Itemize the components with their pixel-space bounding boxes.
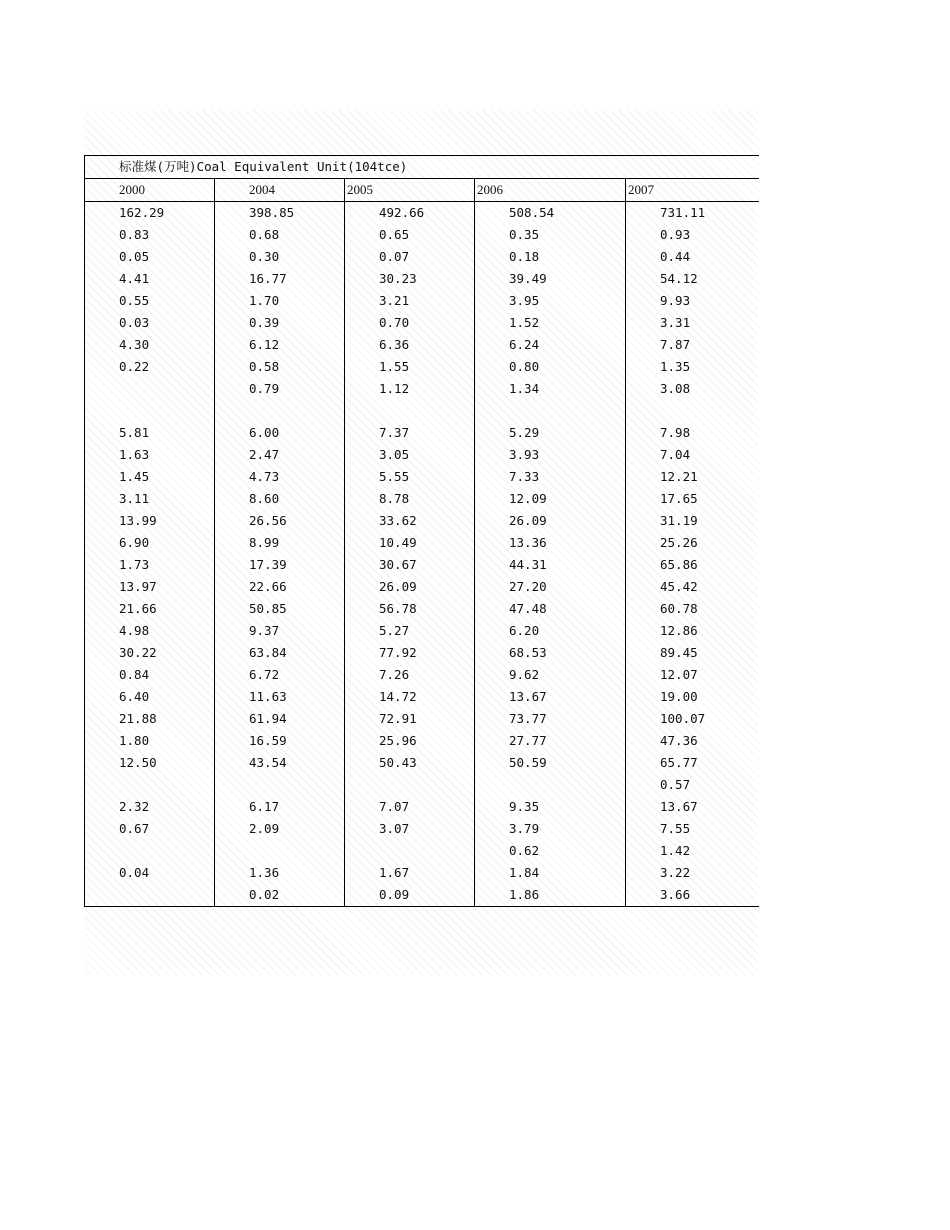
table-cell: 26.09 [345,576,475,598]
table-cell: 26.09 [475,510,626,532]
table-cell: 3.95 [475,290,626,312]
table-cell: 0.09 [345,884,475,907]
table-cell: 7.04 [626,444,759,466]
table-cell: 6.36 [345,334,475,356]
table-cell: 26.56 [215,510,345,532]
table-cell: 0.22 [85,356,215,378]
table-cell: 12.09 [475,488,626,510]
table-cell: 0.57 [626,774,759,796]
table-cell: 7.07 [345,796,475,818]
table-cell: 0.70 [345,312,475,334]
table-row [85,730,759,752]
table-cell: 0.93 [626,224,759,246]
table-cell: 25.26 [626,532,759,554]
table-row [85,334,759,356]
column-header: 2007 [626,179,759,202]
column-header: 2000 [85,179,215,202]
table-cell: 30.23 [345,268,475,290]
table-cell: 3.31 [626,312,759,334]
table-cell: 6.72 [215,664,345,686]
table-cell: 0.30 [215,246,345,268]
table-cell: 100.07 [626,708,759,730]
table-cell: 0.84 [85,664,215,686]
table-cell [215,840,345,862]
table-row [85,642,759,664]
table-cell [475,400,626,422]
table-cell: 63.84 [215,642,345,664]
table-row [85,598,759,620]
column-header: 2004 [215,179,345,202]
table-cell: 43.54 [215,752,345,774]
table-cell: 3.08 [626,378,759,400]
table-cell: 1.73 [85,554,215,576]
table-cell [85,378,215,400]
table-cell: 12.50 [85,752,215,774]
table-cell: 0.80 [475,356,626,378]
table-row [85,686,759,708]
table-cell [345,840,475,862]
table-cell: 1.12 [345,378,475,400]
table-cell: 1.84 [475,862,626,884]
table-cell: 89.45 [626,642,759,664]
table-cell: 0.18 [475,246,626,268]
table-cell: 6.12 [215,334,345,356]
table-cell: 4.30 [85,334,215,356]
table-cell: 12.07 [626,664,759,686]
table-cell: 13.67 [626,796,759,818]
table-cell: 2.09 [215,818,345,840]
table-cell: 27.77 [475,730,626,752]
table-cell: 47.36 [626,730,759,752]
table-cell: 0.04 [85,862,215,884]
table-cell: 7.33 [475,466,626,488]
table-cell: 12.21 [626,466,759,488]
table-cell: 1.80 [85,730,215,752]
table-cell: 1.45 [85,466,215,488]
table-cell: 0.79 [215,378,345,400]
table-cell: 1.67 [345,862,475,884]
table-cell: 21.66 [85,598,215,620]
table-cell: 50.85 [215,598,345,620]
table-cell: 162.29 [85,202,215,225]
table-cell: 4.98 [85,620,215,642]
table-cell: 0.83 [85,224,215,246]
table-cell: 731.11 [626,202,759,225]
table-cell: 1.86 [475,884,626,907]
table-row [85,246,759,268]
table-cell: 50.59 [475,752,626,774]
table-cell: 1.52 [475,312,626,334]
table-cell: 0.67 [85,818,215,840]
table-cell: 16.77 [215,268,345,290]
table-cell: 1.70 [215,290,345,312]
table-row [85,488,759,510]
table-cell: 0.07 [345,246,475,268]
table-cell: 10.49 [345,532,475,554]
table-cell: 72.91 [345,708,475,730]
table-cell: 65.77 [626,752,759,774]
table-cell: 2.47 [215,444,345,466]
table-cell [215,400,345,422]
table-cell: 0.68 [215,224,345,246]
table-cell: 7.26 [345,664,475,686]
table-row [85,312,759,334]
table-row [85,620,759,642]
table-row [85,818,759,840]
table-cell: 7.55 [626,818,759,840]
table-row [85,576,759,598]
table-cell: 73.77 [475,708,626,730]
table-row [85,664,759,686]
table-row [85,400,759,422]
table-cell: 7.37 [345,422,475,444]
table-cell: 9.37 [215,620,345,642]
table-cell: 7.87 [626,334,759,356]
table-cell: 6.20 [475,620,626,642]
table-cell: 60.78 [626,598,759,620]
table-cell: 77.92 [345,642,475,664]
table-cell: 27.20 [475,576,626,598]
table-cell: 9.93 [626,290,759,312]
table-row [85,356,759,378]
table-cell: 30.67 [345,554,475,576]
table-cell: 54.12 [626,268,759,290]
table-cell: 6.17 [215,796,345,818]
table-cell: 6.90 [85,532,215,554]
table-row [85,774,759,796]
table-cell: 47.48 [475,598,626,620]
table-cell: 30.22 [85,642,215,664]
table-cell: 3.07 [345,818,475,840]
table-cell: 5.27 [345,620,475,642]
table-cell: 3.22 [626,862,759,884]
table-row [85,378,759,400]
table-cell: 5.81 [85,422,215,444]
table-title-row [85,156,759,179]
table-row [85,840,759,862]
table-row [85,752,759,774]
table-cell: 65.86 [626,554,759,576]
table-cell: 1.35 [626,356,759,378]
table-cell: 13.67 [475,686,626,708]
column-header: 2005 [345,179,475,202]
column-header: 2006 [475,179,626,202]
table-title: 标准煤(万吨)Coal Equivalent Unit(104tce) [85,156,759,179]
table-cell: 68.53 [475,642,626,664]
table-row [85,532,759,554]
table-cell: 3.79 [475,818,626,840]
table-row [85,884,759,907]
table-cell [85,840,215,862]
table-cell: 56.78 [345,598,475,620]
table-cell: 12.86 [626,620,759,642]
table-cell: 5.55 [345,466,475,488]
table-cell: 8.60 [215,488,345,510]
table-cell: 5.29 [475,422,626,444]
table-cell [85,884,215,907]
table-row [85,202,759,225]
table-cell [475,774,626,796]
table-cell [626,400,759,422]
table-cell: 0.55 [85,290,215,312]
table-cell: 13.99 [85,510,215,532]
table-cell: 8.99 [215,532,345,554]
table-row [85,708,759,730]
table-cell: 9.62 [475,664,626,686]
table-cell: 7.98 [626,422,759,444]
table-cell: 19.00 [626,686,759,708]
table-row [85,862,759,884]
table-cell: 11.63 [215,686,345,708]
table-cell: 61.94 [215,708,345,730]
table-cell: 2.32 [85,796,215,818]
table-cell: 13.97 [85,576,215,598]
table-cell: 0.62 [475,840,626,862]
table-cell: 1.36 [215,862,345,884]
table-cell: 39.49 [475,268,626,290]
table-cell: 31.19 [626,510,759,532]
table-cell: 4.73 [215,466,345,488]
table-cell: 4.41 [85,268,215,290]
table-cell: 17.39 [215,554,345,576]
table-row [85,224,759,246]
table-cell: 33.62 [345,510,475,532]
table-cell [215,774,345,796]
table-cell: 17.65 [626,488,759,510]
table-cell: 0.35 [475,224,626,246]
table-cell: 0.44 [626,246,759,268]
table-cell: 0.58 [215,356,345,378]
table-header-row [85,179,759,202]
table-cell: 508.54 [475,202,626,225]
table-cell: 1.55 [345,356,475,378]
table-cell: 50.43 [345,752,475,774]
coal-equivalent-table [84,155,759,907]
table-cell: 8.78 [345,488,475,510]
table-row [85,444,759,466]
table-row [85,554,759,576]
table-cell: 0.39 [215,312,345,334]
table-cell: 16.59 [215,730,345,752]
table-cell: 0.03 [85,312,215,334]
table-row [85,510,759,532]
table-row [85,290,759,312]
table-cell: 0.05 [85,246,215,268]
table-cell: 6.40 [85,686,215,708]
table-cell [345,774,475,796]
table-cell: 6.00 [215,422,345,444]
table-cell: 0.02 [215,884,345,907]
table-cell: 3.93 [475,444,626,466]
table-cell: 3.21 [345,290,475,312]
table-cell: 21.88 [85,708,215,730]
table-cell: 1.42 [626,840,759,862]
table-cell: 45.42 [626,576,759,598]
table-row [85,466,759,488]
table-cell [85,400,215,422]
table-cell: 44.31 [475,554,626,576]
table-cell: 398.85 [215,202,345,225]
table-cell: 9.35 [475,796,626,818]
table-cell [345,400,475,422]
table-row [85,268,759,290]
table-cell: 25.96 [345,730,475,752]
table-cell: 14.72 [345,686,475,708]
table-cell: 13.36 [475,532,626,554]
table-cell: 3.11 [85,488,215,510]
table-row [85,796,759,818]
table-cell [85,774,215,796]
table-cell: 492.66 [345,202,475,225]
table-cell: 6.24 [475,334,626,356]
table-cell: 1.34 [475,378,626,400]
table-cell: 1.63 [85,444,215,466]
table-cell: 22.66 [215,576,345,598]
table-cell: 3.05 [345,444,475,466]
data-sheet [84,155,758,907]
table-row [85,422,759,444]
table-cell: 0.65 [345,224,475,246]
table-cell: 3.66 [626,884,759,907]
